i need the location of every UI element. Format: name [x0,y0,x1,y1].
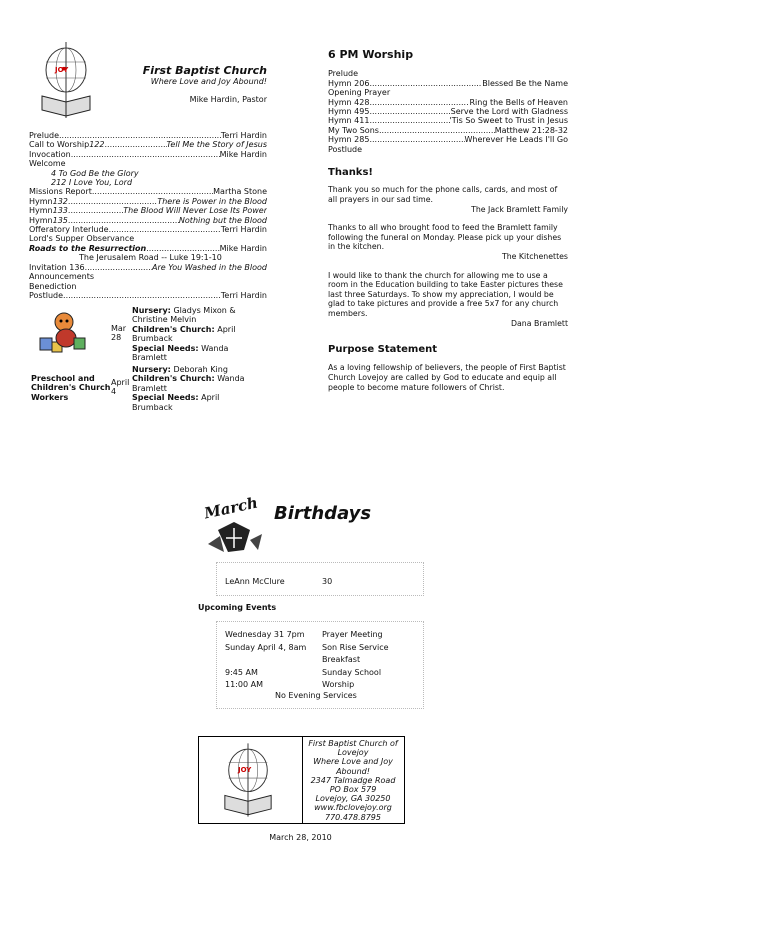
leader-dots [68,197,157,206]
pm-item [328,107,568,116]
order-item-value: Mike Hardin [219,149,267,159]
order-item-label: Hymn [29,196,53,206]
order-item-value: Mike Hardin [219,243,267,253]
order-item-value: Tell Me the Story of Jesus [166,140,267,150]
leader-dots [369,79,482,88]
pm-worship-section [328,50,568,154]
birthday-age: 30 [322,577,333,586]
march-clipart [198,493,270,562]
leader-dots [92,187,213,196]
order-item-label: Roads to the Resurrection [29,243,147,253]
week1-workers [132,306,262,362]
logo-text-small: JOY [238,766,252,774]
leader-dots [68,216,179,225]
week2-workers [132,365,262,412]
pm-item-label: Hymn 495 [328,107,370,117]
nursery-label: Nursery: [132,365,171,374]
order-item-number: 133 [52,206,68,216]
event-row [225,654,415,667]
order-item-value: There is Power in the Blood [157,196,267,206]
pm-item [328,135,568,144]
pm-item-value: Blessed Be the Name [482,78,568,88]
special-label: Special Needs: [132,343,199,353]
address-street: 2347 Talmadge Road [310,775,396,785]
event-what: Worship [322,680,355,690]
pm-item-value: Ring the Bells of Heaven [469,97,568,107]
leader-dots [109,225,221,234]
order-item-label: Call to Worship [29,140,90,150]
special-names: April Brumback [132,393,220,412]
week1-date: Mar 28 [111,324,127,343]
event-when: 11:00 AM [225,680,263,690]
address-website: www.fbclovejoy.org [314,803,392,813]
order-item [29,150,267,159]
pm-worship-title: 6 PM Worship [328,48,414,61]
church-name: First Baptist Church [142,64,267,77]
events-note: No Evening Services [275,691,357,700]
thanks-paragraph-2: Thanks to all who brought food to feed the Bramlett family following the funeral on Monday. Please pick up your dishes in the kitchen. [328,223,562,252]
thanks-signature-3: Dana Bramlett [511,318,568,328]
nursery-label: Nursery: [132,306,171,315]
order-item [29,140,267,149]
event-row [225,642,415,655]
address-po-box: PO Box 579 [329,785,377,795]
order-item-label: Invocation [29,149,71,159]
order-item: Benediction [29,281,77,291]
order-item-number: 122 [89,140,105,150]
thanks-section [328,168,568,328]
order-item: Lord's Supper Observance [29,234,135,244]
childrens-names: April Brumback [132,324,236,344]
nursery-names: Deborah King [173,365,228,374]
pm-item [328,79,568,88]
order-item-value: Terri Hardin [220,290,267,300]
childrens-label: Children's Church: [132,324,215,334]
order-item [29,206,267,215]
birthday-name: LeAnn McClure [225,577,285,586]
order-item-value: Terri Hardin [220,225,267,235]
order-item [29,244,267,253]
order-item-label: Hymn [29,206,53,216]
address-box [198,736,405,824]
pm-item-label: Hymn 206 [328,78,370,88]
address-motto: Where Love and Joy Abound! [313,757,393,776]
order-item-value: The Blood Will Never Lose Its Power [123,206,267,216]
event-row [225,629,415,642]
order-item-label: Offeratory Interlude [29,225,109,235]
special-names: Wanda Bramlett [132,343,229,363]
week2-date: April 4 [111,378,130,397]
church-logo [38,40,94,120]
pm-item [328,98,568,107]
events-list [225,629,415,692]
event-when: Wednesday 31 7pm [225,630,305,639]
order-item-value: Are You Washed in the Blood [152,262,267,272]
order-item [29,225,267,234]
order-item-label: Postlude [29,290,64,300]
march-art-text: March [202,493,260,523]
events-box [216,621,424,709]
order-item [29,291,267,300]
pm-worship-list [328,69,568,154]
purpose-title: Purpose Statement [328,344,438,355]
leader-dots [105,140,167,149]
pastor-name: Mike Hardin, Pastor [189,95,267,104]
leader-dots [71,150,220,159]
pm-item-value: 'Tis So Sweet to Trust in Jesus [449,116,568,126]
event-what: Sunday School [322,667,382,677]
pm-item [328,116,568,125]
leader-dots [85,263,152,272]
order-item-number: 135 [52,215,68,225]
leader-dots [68,206,123,215]
order-item-label: Prelude [29,131,60,140]
address-text [305,739,401,822]
address-church-name: First Baptist Church of Lovejoy [308,739,398,758]
order-item-value: Terri Hardin [220,131,267,140]
event-when: Sunday April 4, 8am [225,642,307,652]
order-item-value: Nothing but the Blood [178,215,267,225]
leader-dots [146,244,219,253]
order-item-value: Martha Stone [213,187,267,197]
leader-dots [369,116,449,125]
nursery-names: Gladys Mixon & Christine Melvin [132,306,236,325]
order-item-label: Invitation 136 [29,262,85,272]
thanks-title: Thanks! [328,167,373,178]
church-logo-small [221,741,275,819]
address-phone: 770.478.8795 [325,812,381,822]
event-what: Son Rise Service [322,642,389,652]
pm-item [328,126,568,135]
kid-blocks-illustration [34,308,106,358]
event-what: Prayer Meeting [322,630,383,639]
leader-dots [369,135,464,144]
childrens-names: Wanda Bramlett [132,374,245,393]
order-item [29,131,267,140]
event-when [225,654,322,667]
pm-item-label: Hymn 411 [328,116,370,126]
leader-dots [63,291,221,300]
leader-dots [369,107,450,116]
pm-item-label: My Two Sons [328,125,379,135]
order-item [29,187,267,196]
order-item-label: Missions Report [29,187,92,197]
bulletin-date: March 28, 2010 [269,833,332,842]
purpose-section [328,345,568,392]
pm-item: Postlude [328,144,363,154]
birthdays-title: Birthdays [274,503,372,524]
order-item [29,263,267,272]
thanks-paragraph-3: I would like to thank the church for allowing me to use a room in the Education building to take Easter pictures these last three Saturdays. To show my appreciation, I would be glad to take pictures and provide a free 5x7 for any church members. [328,270,563,318]
pm-item-label: Hymn 285 [328,135,370,145]
thanks-signature-1: The Jack Bramlett Family [471,204,568,214]
birthdays-box [216,562,424,596]
leader-dots [369,98,469,107]
order-item: 212 I Love You, Lord [51,178,133,188]
workers-label: Preschool and Children's Church Workers [31,374,111,402]
church-motto: Where Love and Joy Abound! [150,77,267,86]
order-item: Announcements [29,272,95,282]
thanks-paragraph-1: Thank you so much for the phone calls, cards, and most of all prayers in our sad time. [328,185,558,204]
order-of-worship [29,131,267,300]
order-item-number: 132 [52,196,68,206]
thanks-signature-2: The Kitchenettes [501,251,568,261]
logo-text: JOY [55,66,69,74]
special-label: Special Needs: [132,393,199,403]
pm-item: Prelude [328,69,359,79]
order-item [29,197,267,206]
event-when: 9:45 AM [225,667,258,677]
pm-item-label: Hymn 428 [328,97,370,107]
pm-item-value: Serve the Lord with Gladness [450,107,568,117]
pm-item-value: Matthew 21:28-32 [494,125,568,135]
order-item: Welcome [29,159,66,169]
events-title: Upcoming Events [198,603,277,612]
pm-item-value: Wherever He Leads I'll Go [464,135,568,145]
leader-dots [379,126,495,135]
address-city: Lovejoy, GA 30250 [315,794,391,804]
purpose-text: As a loving fellowship of believers, the people of First Baptist Church Lovejoy are called by God to educate and equip all people to become mature followers of Christ. [328,363,566,392]
pm-item: Opening Prayer [328,88,391,98]
church-header [120,64,267,104]
childrens-label: Children's Church: [132,374,215,384]
event-what: Breakfast [322,655,361,665]
order-item [29,216,267,225]
order-item: The Jerusalem Road -- Luke 19:1-10 [79,253,222,263]
event-row [225,667,415,680]
order-item: 4 To God Be the Glory [51,168,139,178]
order-item-label: Hymn [29,215,53,225]
leader-dots [59,131,221,140]
address-divider [302,737,303,823]
